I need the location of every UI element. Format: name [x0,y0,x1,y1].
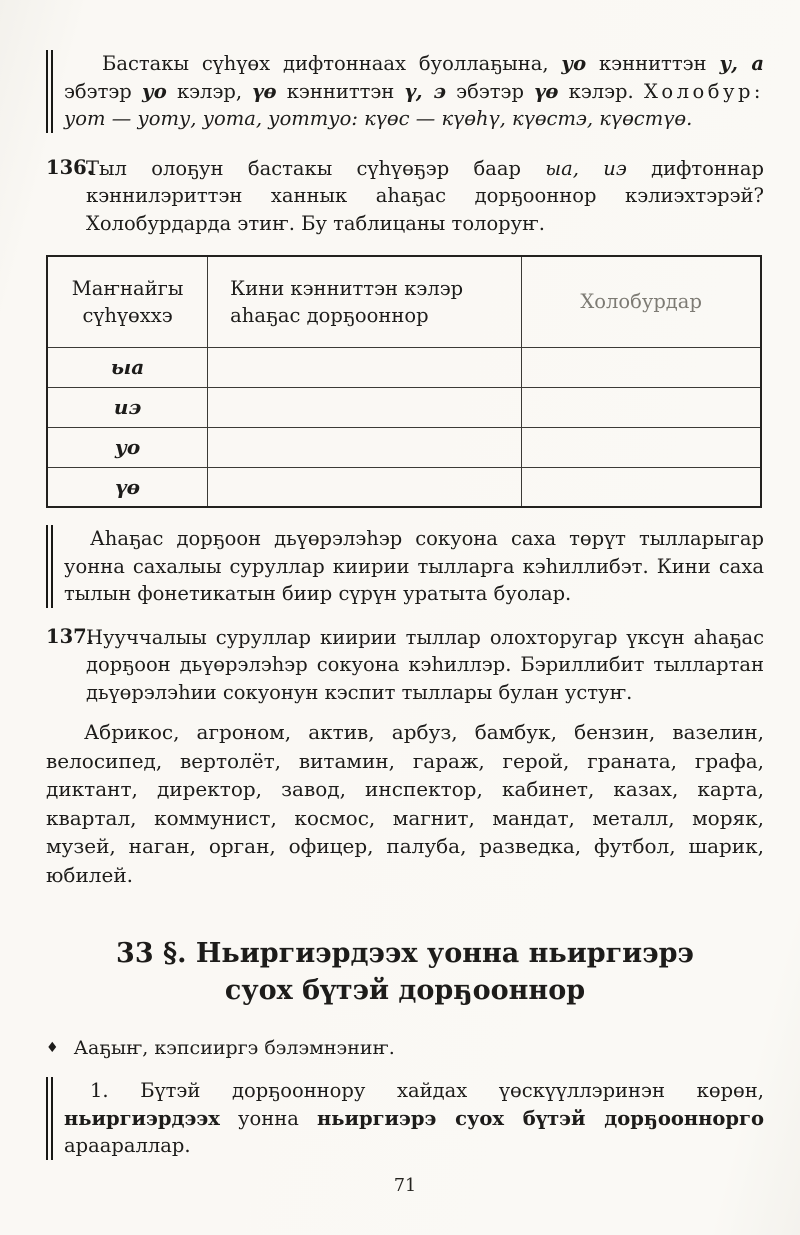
table-cell-empty [208,387,522,427]
consonant-rule-paragraph: 1. Бүтэй дорҕооннору хайдах үөскүүллэринэн көрөн, ньиргиэрдээх уонна ньиргиэрэ суох бүтэй дорҕооннорго араараллар. [46,1077,764,1160]
loanword-list-paragraph: Абрикос, агроном, актив, арбуз, бамбук, бензин, вазелин, велосипед, вертолёт, витамин, гараж, герой, граната, графа, диктант, директор, завод, инспектор, кабинет, казах, карта, квартал, коммунист, космос, магнит, мандат, металл, моряк, музей, наган, орган, офицер, палуба, разведка, футбол, шарик, юбилей. [46,720,764,887]
page-number: 71 [393,1175,417,1196]
table-row-label: ыа [47,347,208,387]
exercise-137-number: 137. [46,624,94,648]
table-row [47,387,761,427]
exercise-137 [46,624,764,707]
diphthong-fill-table [46,255,762,508]
table-row [47,347,761,387]
table-row-label: үө [47,467,208,507]
table-cell-empty [522,387,761,427]
vowel-harmony-rule-paragraph: Аһаҕас дорҕоон дьүөрэлэһэр сокуона саха төрүт тылларыгар уонна сахалыы суруллар киирии тылларга кэһиллибэт. Кини саха тылын фонетикатын биир сүрүн уратыта буолар. [46,525,764,608]
exercise-136 [46,155,764,238]
table-header-row [47,256,761,347]
table-cell-empty [522,467,761,507]
table-cell-empty [522,427,761,467]
exercise-136-text: Тыл олоҕун бастакы сүһүөҕэр баар ыа, иэ дифтоннар кэннилэриттэн ханнык аһаҕас дорҕооннор кэлиэхтэрэй? Холобурдарда этиҥ. Бу таблицаны толоруҥ. [86,156,764,235]
table-row [47,427,761,467]
diamond-bullet-icon: ♦ [46,1040,59,1056]
task-line-text: Ааҕыҥ, кэпсииргэ бэлэмнэниҥ. [73,1037,395,1059]
task-line [46,1035,764,1063]
table-row [47,467,761,507]
table-header-first-syllable: Маҥнайгы сүһүөххэ [47,256,208,347]
table-cell-empty [208,467,522,507]
exercise-137-text: Нууччалыы суруллар киирии тыллар олохторугар үксүн аһаҕас дорҕоон дьүөрэлэһэр сокуона кэһиллэр. Бэриллибит тыллартан дьүөрэлэһии сокуонун кэспит тыллары булан устуҥ. [86,625,764,704]
intro-rule-paragraph: Бастакы сүһүөх дифтоннаах буоллаҕына, уо кэнниттэн у, а эбэтэр уо кэлэр, үө кэнниттэн ү, э эбэтэр үө кэлэр. Холобур: уот — уоту, уота, уоттуо: күөс — күөһү, күөстэ, күөстүө. [46,50,764,133]
table-header-examples: Холобурдар [522,256,761,347]
exercise-136-number: 136. [46,155,94,179]
table-cell-empty [208,427,522,467]
table-cell-empty [522,347,761,387]
table-row-label: иэ [47,387,208,427]
table-row-label: уо [47,427,208,467]
table-cell-empty [208,347,522,387]
table-header-following-vowels: Кини кэнниттэн кэлэр аһаҕас дорҕооннор [208,256,522,347]
section-heading: 33 §. Ньиргиэрдээх уонна ньиргиэрэ суох бүтэй дорҕооннор [116,938,694,1006]
